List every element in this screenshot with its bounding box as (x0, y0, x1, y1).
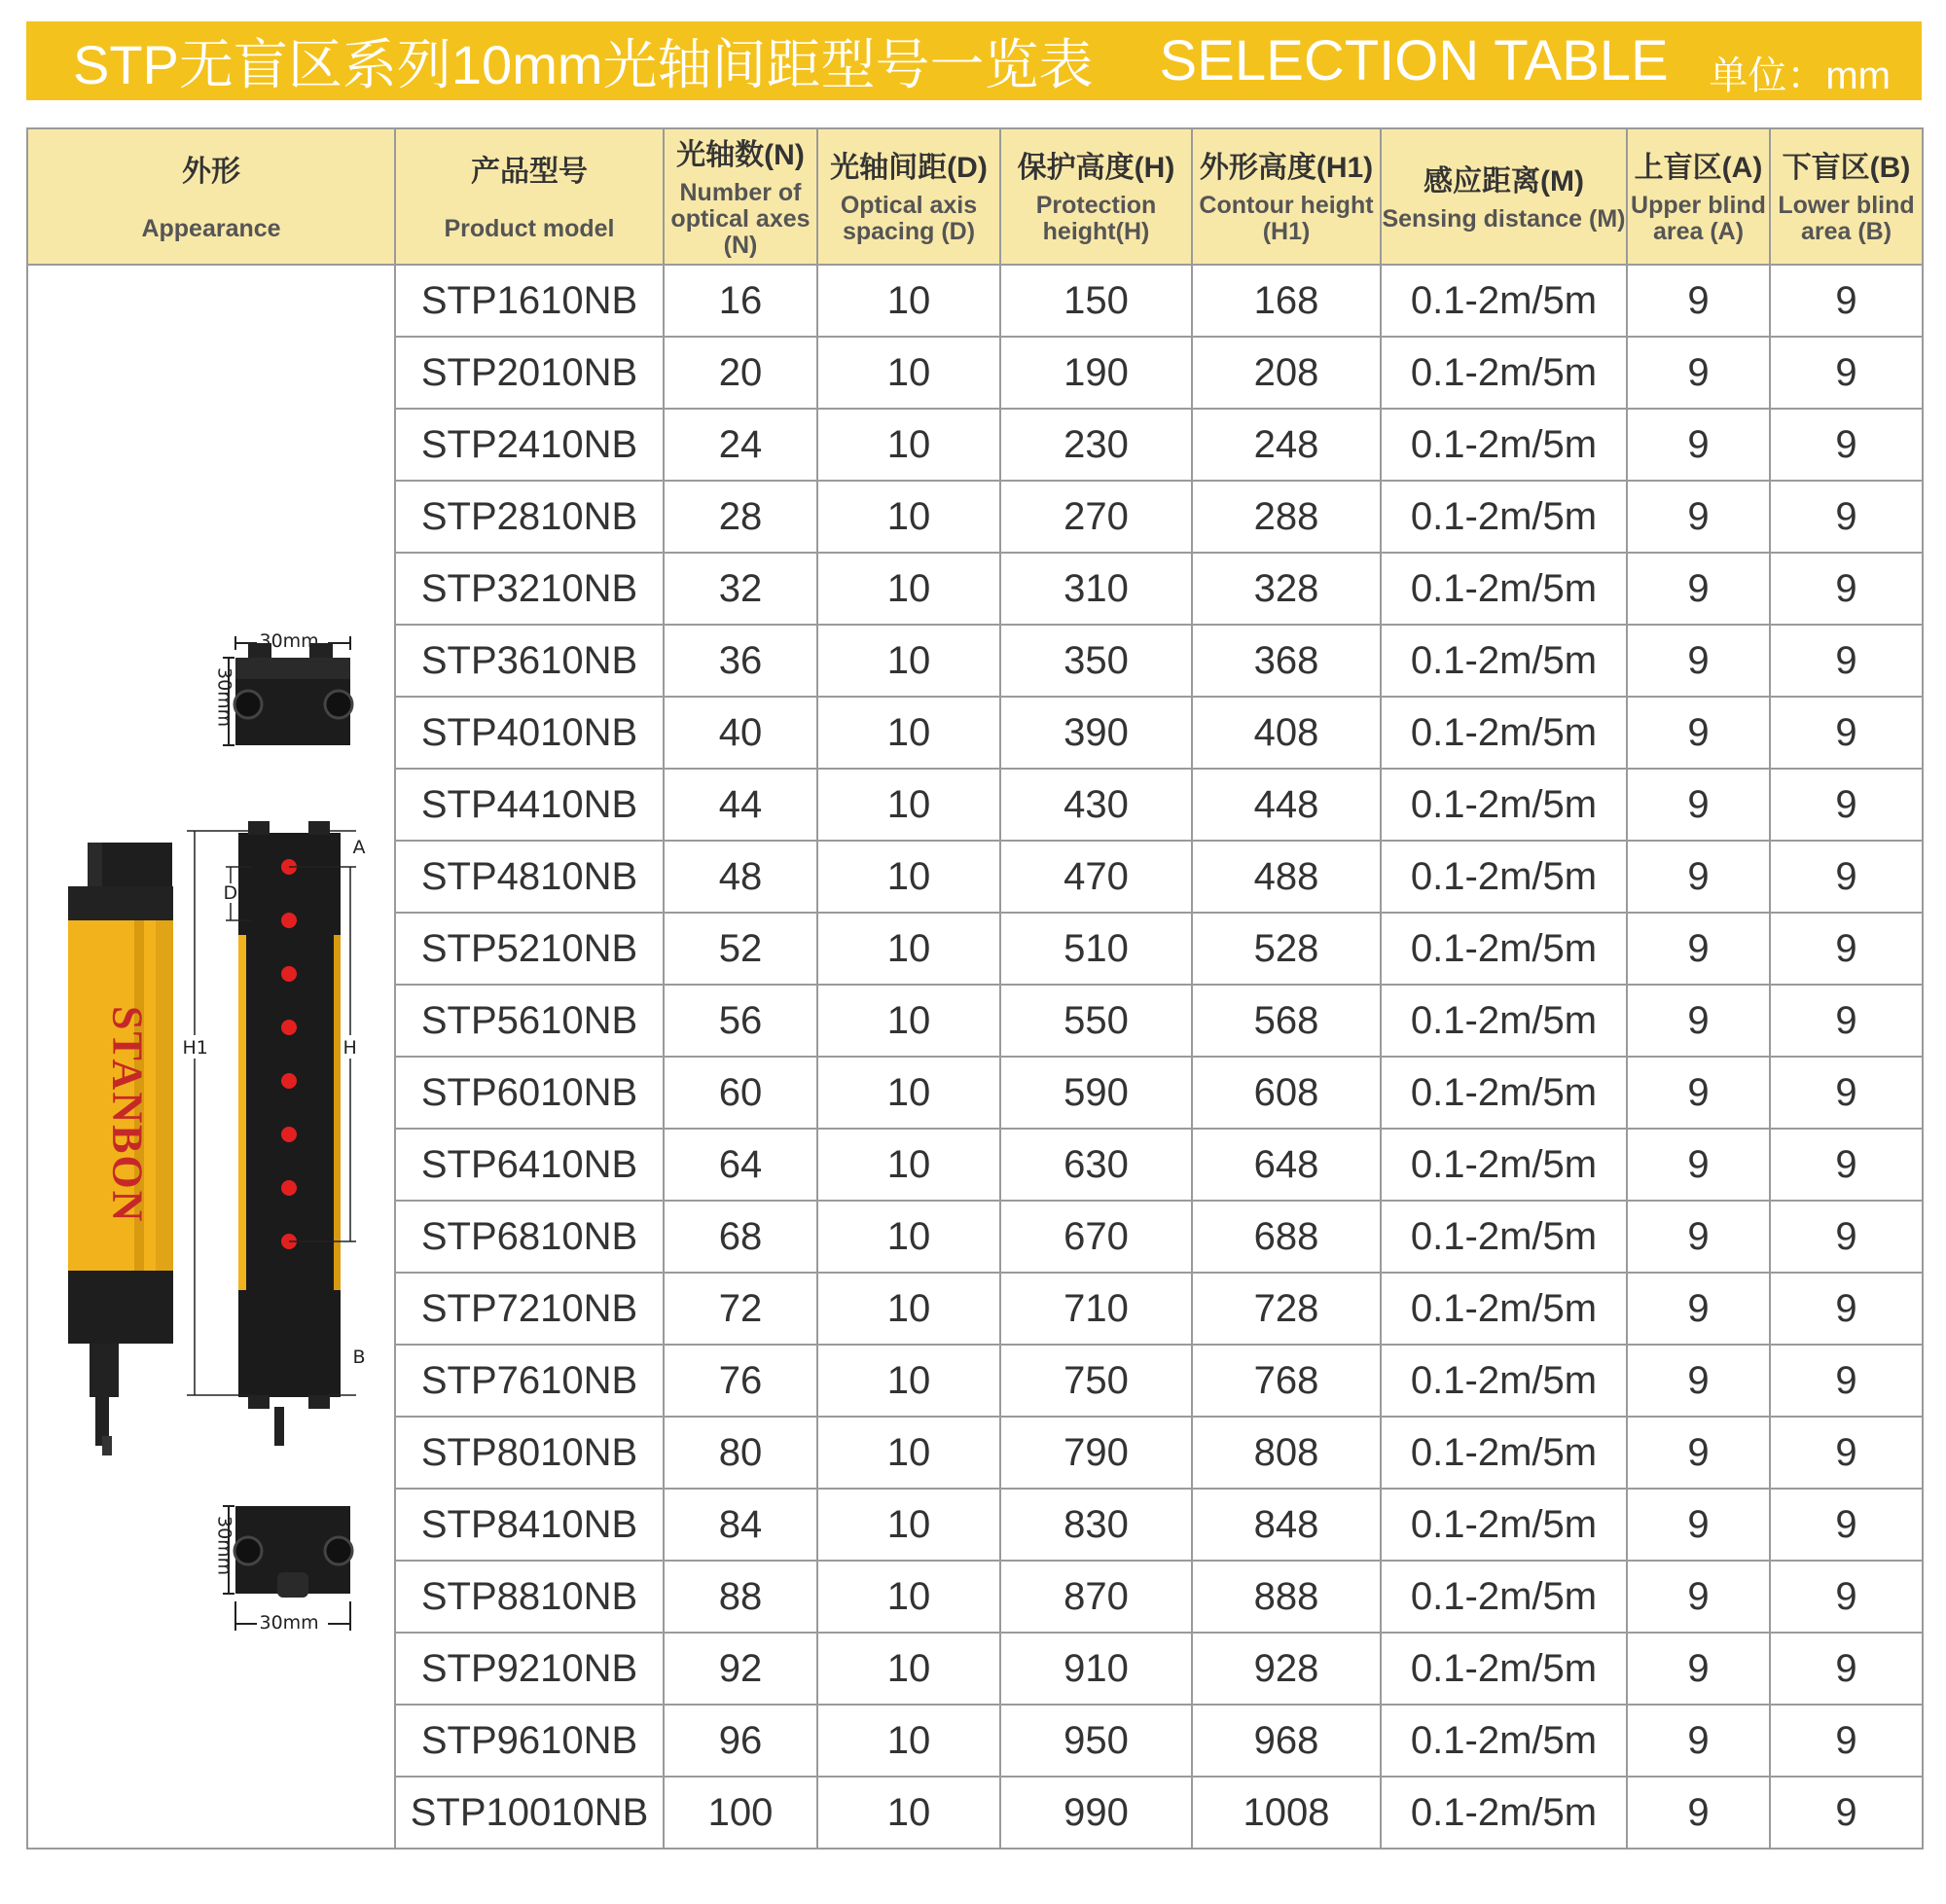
cell-contour-height: 608 (1192, 1057, 1381, 1129)
cell-contour-height: 488 (1192, 841, 1381, 913)
cell-spacing: 10 (817, 1489, 1000, 1561)
cell-axes: 20 (664, 337, 817, 409)
product-illustration (29, 327, 394, 1786)
cell-axes: 68 (664, 1201, 817, 1273)
cell-model: STP4410NB (395, 769, 664, 841)
cell-upper-blind: 9 (1627, 1057, 1770, 1129)
cell-spacing: 10 (817, 769, 1000, 841)
cell-lower-blind: 9 (1770, 1345, 1923, 1417)
cell-lower-blind: 9 (1770, 265, 1923, 337)
cell-model: STP8010NB (395, 1417, 664, 1489)
cell-spacing: 10 (817, 985, 1000, 1057)
cell-spacing: 10 (817, 1705, 1000, 1777)
cell-contour-height: 368 (1192, 625, 1381, 697)
header-row (27, 128, 1923, 265)
col-header-spacing: 光轴间距(D) Optical axis spacing (D) (817, 128, 1000, 265)
cell-upper-blind: 9 (1627, 337, 1770, 409)
cell-upper-blind: 9 (1627, 913, 1770, 985)
appearance-drawing-cell (27, 265, 395, 1849)
cell-protection-height: 710 (1000, 1273, 1192, 1345)
cell-lower-blind: 9 (1770, 1057, 1923, 1129)
cell-spacing: 10 (817, 1633, 1000, 1705)
cell-axes: 100 (664, 1777, 817, 1849)
cell-axes: 88 (664, 1561, 817, 1633)
cell-contour-height: 928 (1192, 1633, 1381, 1705)
cell-upper-blind: 9 (1627, 769, 1770, 841)
cell-spacing: 10 (817, 1057, 1000, 1129)
cell-upper-blind: 9 (1627, 409, 1770, 481)
dim-letter-b: B (352, 1347, 366, 1368)
cell-upper-blind: 9 (1627, 1129, 1770, 1201)
cell-axes: 44 (664, 769, 817, 841)
dim-letter-h: H (342, 1037, 357, 1059)
cell-axes: 96 (664, 1705, 817, 1777)
cell-contour-height: 1008 (1192, 1777, 1381, 1849)
table-row (27, 265, 1923, 337)
cell-axes: 52 (664, 913, 817, 985)
cell-upper-blind: 9 (1627, 1561, 1770, 1633)
cell-sensing-distance: 0.1-2m/5m (1381, 1129, 1627, 1201)
cell-lower-blind: 9 (1770, 1273, 1923, 1345)
cell-spacing: 10 (817, 1345, 1000, 1417)
cell-spacing: 10 (817, 1561, 1000, 1633)
cell-upper-blind: 9 (1627, 1705, 1770, 1777)
cell-model: STP7210NB (395, 1273, 664, 1345)
cell-model: STP2810NB (395, 481, 664, 553)
cell-spacing: 10 (817, 1777, 1000, 1849)
cell-contour-height: 848 (1192, 1489, 1381, 1561)
cell-upper-blind: 9 (1627, 1633, 1770, 1705)
cell-spacing: 10 (817, 1417, 1000, 1489)
col-header-protection-height: 保护高度(H) Protection height(H) (1000, 128, 1192, 265)
cell-axes: 92 (664, 1633, 817, 1705)
cell-model: STP2410NB (395, 409, 664, 481)
cell-contour-height: 168 (1192, 265, 1381, 337)
cell-lower-blind: 9 (1770, 769, 1923, 841)
cell-sensing-distance: 0.1-2m/5m (1381, 1201, 1627, 1273)
cell-lower-blind: 9 (1770, 1489, 1923, 1561)
cell-sensing-distance: 0.1-2m/5m (1381, 985, 1627, 1057)
cell-axes: 32 (664, 553, 817, 625)
cell-model: STP4010NB (395, 697, 664, 769)
cell-model: STP3610NB (395, 625, 664, 697)
cell-upper-blind: 9 (1627, 1777, 1770, 1849)
selection-table (26, 127, 1924, 1850)
title-cn: STP无盲区系列10mm光轴间距型号一览表 (73, 33, 1094, 95)
cell-contour-height: 688 (1192, 1201, 1381, 1273)
cell-axes: 16 (664, 265, 817, 337)
cell-protection-height: 950 (1000, 1705, 1192, 1777)
cell-axes: 28 (664, 481, 817, 553)
cell-axes: 36 (664, 625, 817, 697)
cell-protection-height: 790 (1000, 1417, 1192, 1489)
cell-sensing-distance: 0.1-2m/5m (1381, 409, 1627, 481)
cell-upper-blind: 9 (1627, 985, 1770, 1057)
cell-contour-height: 328 (1192, 553, 1381, 625)
col-header-sensing-distance: 感应距离(M) Sensing distance (M) (1381, 128, 1627, 265)
dim-letter-h1: H1 (182, 1037, 208, 1059)
cell-upper-blind: 9 (1627, 553, 1770, 625)
cell-axes: 76 (664, 1345, 817, 1417)
cell-upper-blind: 9 (1627, 841, 1770, 913)
cell-contour-height: 528 (1192, 913, 1381, 985)
cell-protection-height: 910 (1000, 1633, 1192, 1705)
cell-protection-height: 990 (1000, 1777, 1192, 1849)
cell-sensing-distance: 0.1-2m/5m (1381, 1561, 1627, 1633)
cell-sensing-distance: 0.1-2m/5m (1381, 265, 1627, 337)
cell-lower-blind: 9 (1770, 625, 1923, 697)
cell-protection-height: 870 (1000, 1561, 1192, 1633)
cell-spacing: 10 (817, 841, 1000, 913)
title-bar (26, 21, 1922, 100)
cell-protection-height: 550 (1000, 985, 1192, 1057)
cell-contour-height: 568 (1192, 985, 1381, 1057)
cell-model: STP5210NB (395, 913, 664, 985)
cell-lower-blind: 9 (1770, 1633, 1923, 1705)
cell-axes: 60 (664, 1057, 817, 1129)
cell-sensing-distance: 0.1-2m/5m (1381, 1633, 1627, 1705)
cell-axes: 84 (664, 1489, 817, 1561)
cell-sensing-distance: 0.1-2m/5m (1381, 1417, 1627, 1489)
cell-axes: 48 (664, 841, 817, 913)
cell-sensing-distance: 0.1-2m/5m (1381, 1705, 1627, 1777)
cell-protection-height: 750 (1000, 1345, 1192, 1417)
cell-sensing-distance: 0.1-2m/5m (1381, 697, 1627, 769)
cell-model: STP8410NB (395, 1489, 664, 1561)
cell-sensing-distance: 0.1-2m/5m (1381, 769, 1627, 841)
cell-protection-height: 830 (1000, 1489, 1192, 1561)
cell-sensing-distance: 0.1-2m/5m (1381, 337, 1627, 409)
cell-lower-blind: 9 (1770, 1417, 1923, 1489)
cell-contour-height: 648 (1192, 1129, 1381, 1201)
top-view-drawing (223, 636, 352, 745)
cell-model: STP4810NB (395, 841, 664, 913)
cell-contour-height: 888 (1192, 1561, 1381, 1633)
cell-model: STP1610NB (395, 265, 664, 337)
cell-model: STP9610NB (395, 1705, 664, 1777)
cell-protection-height: 510 (1000, 913, 1192, 985)
cell-contour-height: 208 (1192, 337, 1381, 409)
cell-model: STP8810NB (395, 1561, 664, 1633)
cell-protection-height: 150 (1000, 265, 1192, 337)
cell-sensing-distance: 0.1-2m/5m (1381, 1273, 1627, 1345)
cell-model: STP5610NB (395, 985, 664, 1057)
cell-model: STP2010NB (395, 337, 664, 409)
dim-letter-a: A (352, 837, 366, 858)
cell-spacing: 10 (817, 265, 1000, 337)
cell-protection-height: 270 (1000, 481, 1192, 553)
cell-axes: 24 (664, 409, 817, 481)
cell-protection-height: 390 (1000, 697, 1192, 769)
cell-spacing: 10 (817, 697, 1000, 769)
cell-model: STP6810NB (395, 1201, 664, 1273)
col-header-upper-blind: 上盲区(A) Upper blind area (A) (1627, 128, 1770, 265)
cell-model: STP10010NB (395, 1777, 664, 1849)
cell-upper-blind: 9 (1627, 697, 1770, 769)
cell-upper-blind: 9 (1627, 1489, 1770, 1561)
cell-model: STP3210NB (395, 553, 664, 625)
cell-spacing: 10 (817, 409, 1000, 481)
cell-lower-blind: 9 (1770, 985, 1923, 1057)
cell-protection-height: 590 (1000, 1057, 1192, 1129)
cell-protection-height: 670 (1000, 1201, 1192, 1273)
dim-width-top: 30mm (259, 630, 319, 652)
cell-spacing: 10 (817, 1201, 1000, 1273)
col-header-appearance: 外形 Appearance (27, 128, 395, 265)
col-header-model: 产品型号 Product model (395, 128, 664, 265)
cell-axes: 56 (664, 985, 817, 1057)
cell-upper-blind: 9 (1627, 1417, 1770, 1489)
col-header-contour-height: 外形高度(H1) Contour height (H1) (1192, 128, 1381, 265)
cell-sensing-distance: 0.1-2m/5m (1381, 841, 1627, 913)
cell-lower-blind: 9 (1770, 1129, 1923, 1201)
cell-upper-blind: 9 (1627, 265, 1770, 337)
cell-lower-blind: 9 (1770, 553, 1923, 625)
cell-spacing: 10 (817, 1129, 1000, 1201)
cell-upper-blind: 9 (1627, 481, 1770, 553)
cell-model: STP6410NB (395, 1129, 664, 1201)
cell-sensing-distance: 0.1-2m/5m (1381, 913, 1627, 985)
cell-upper-blind: 9 (1627, 1345, 1770, 1417)
cell-sensing-distance: 0.1-2m/5m (1381, 553, 1627, 625)
cell-contour-height: 288 (1192, 481, 1381, 553)
cell-upper-blind: 9 (1627, 625, 1770, 697)
cell-axes: 80 (664, 1417, 817, 1489)
cell-contour-height: 448 (1192, 769, 1381, 841)
cell-model: STP9210NB (395, 1633, 664, 1705)
cell-protection-height: 310 (1000, 553, 1192, 625)
cell-lower-blind: 9 (1770, 481, 1923, 553)
cell-upper-blind: 9 (1627, 1201, 1770, 1273)
cell-protection-height: 630 (1000, 1129, 1192, 1201)
cell-lower-blind: 9 (1770, 409, 1923, 481)
cell-contour-height: 248 (1192, 409, 1381, 481)
cell-spacing: 10 (817, 1273, 1000, 1345)
cell-spacing: 10 (817, 481, 1000, 553)
cell-protection-height: 190 (1000, 337, 1192, 409)
cell-axes: 72 (664, 1273, 817, 1345)
title-en: SELECTION TABLE (1159, 29, 1669, 92)
cell-protection-height: 470 (1000, 841, 1192, 913)
cell-lower-blind: 9 (1770, 697, 1923, 769)
cell-spacing: 10 (817, 913, 1000, 985)
front-view-drawing (187, 821, 356, 1446)
cell-upper-blind: 9 (1627, 1273, 1770, 1345)
cell-lower-blind: 9 (1770, 1561, 1923, 1633)
col-header-axes: 光轴数(N) Number of optical axes (N) (664, 128, 817, 265)
cell-sensing-distance: 0.1-2m/5m (1381, 1777, 1627, 1849)
cell-contour-height: 768 (1192, 1345, 1381, 1417)
cell-spacing: 10 (817, 337, 1000, 409)
cell-contour-height: 968 (1192, 1705, 1381, 1777)
cell-axes: 40 (664, 697, 817, 769)
cell-lower-blind: 9 (1770, 913, 1923, 985)
cell-contour-height: 408 (1192, 697, 1381, 769)
cell-spacing: 10 (817, 553, 1000, 625)
cell-spacing: 10 (817, 625, 1000, 697)
unit-label: 单位：mm (1709, 54, 1891, 97)
cell-lower-blind: 9 (1770, 1777, 1923, 1849)
cell-model: STP6010NB (395, 1057, 664, 1129)
cell-sensing-distance: 0.1-2m/5m (1381, 1489, 1627, 1561)
brand-logo-text: STANBON (103, 1006, 152, 1224)
cell-protection-height: 230 (1000, 409, 1192, 481)
dim-letter-d: D (223, 882, 238, 904)
dim-height-bottom: 30mm (213, 1516, 235, 1576)
col-header-lower-blind: 下盲区(B) Lower blind area (B) (1770, 128, 1923, 265)
dim-width-bottom: 30mm (259, 1612, 319, 1634)
cell-lower-blind: 9 (1770, 841, 1923, 913)
cell-sensing-distance: 0.1-2m/5m (1381, 481, 1627, 553)
cell-lower-blind: 9 (1770, 1201, 1923, 1273)
cell-sensing-distance: 0.1-2m/5m (1381, 1345, 1627, 1417)
cell-protection-height: 350 (1000, 625, 1192, 697)
cell-axes: 64 (664, 1129, 817, 1201)
cell-protection-height: 430 (1000, 769, 1192, 841)
cell-lower-blind: 9 (1770, 1705, 1923, 1777)
cell-contour-height: 728 (1192, 1273, 1381, 1345)
cell-model: STP7610NB (395, 1345, 664, 1417)
cell-contour-height: 808 (1192, 1417, 1381, 1489)
cell-lower-blind: 9 (1770, 337, 1923, 409)
cell-sensing-distance: 0.1-2m/5m (1381, 625, 1627, 697)
cell-sensing-distance: 0.1-2m/5m (1381, 1057, 1627, 1129)
dim-height-top: 30mm (213, 667, 235, 728)
